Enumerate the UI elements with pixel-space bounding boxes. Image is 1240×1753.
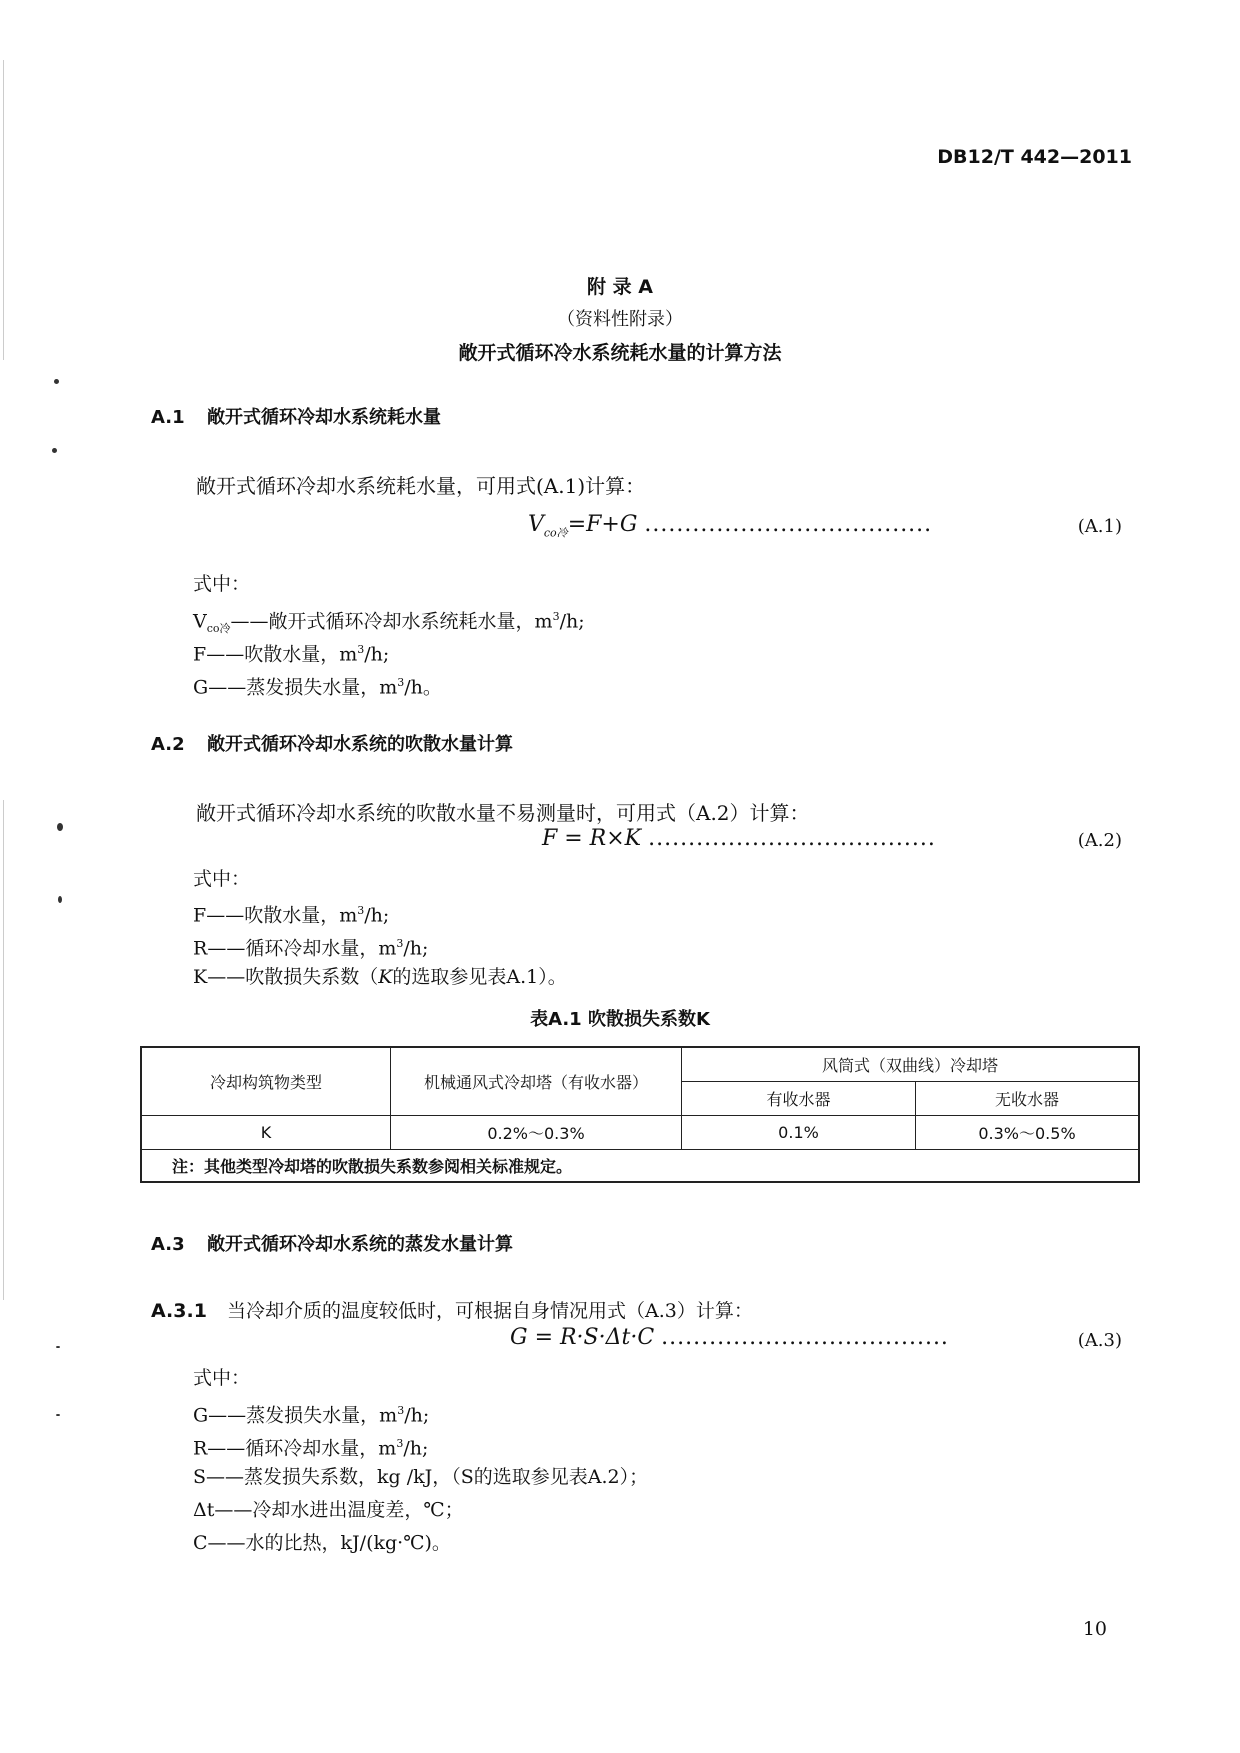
table-cell: K (141, 1115, 391, 1149)
appendix-type: （资料性附录） (557, 309, 683, 330)
equation-a3 (510, 1325, 949, 1350)
section-a1-heading (151, 403, 441, 429)
subsection-text: 当冷却介质的温度较低时，可根据自身情况用式（A.3）计算： (227, 1300, 753, 1322)
a2-definition: F——吹散水量，$m^3/h$; (193, 904, 390, 927)
appendix-title: 敞开式循环冷水系统耗水量的计算方法 (458, 342, 782, 364)
section-number: A.2 (151, 734, 185, 755)
equation-number-a3: (A.3) (1077, 1330, 1122, 1351)
table-note: 注：其他类型冷却塔的吹散损失系数参阅相关标准规定。 (141, 1149, 1139, 1182)
loss-coefficient-table (140, 1046, 1140, 1183)
a2-where-label: 式中： (193, 868, 251, 890)
section-number: A.3 (151, 1234, 185, 1255)
scan-speck (57, 823, 63, 831)
eq-leader-dots: .................................... (644, 512, 933, 537)
equation-a2 (542, 826, 936, 851)
eq-leader-dots: .................................... (648, 826, 936, 851)
header-cell: 无收水器 (916, 1081, 1140, 1115)
a3-where-label: 式中： (193, 1367, 251, 1389)
table-cell: 0.2%～0.3% (391, 1115, 682, 1149)
eq-subscript: co冷 (543, 526, 568, 540)
eq-body: G = R·S·Δt·C (510, 1325, 655, 1350)
a1-where-label: 式中： (193, 573, 251, 595)
equation-a1 (528, 512, 932, 540)
table-header-row (141, 1047, 1139, 1081)
section-title: 敞开式循环冷却水系统的吹散水量计算 (207, 734, 513, 755)
eq-leader-dots: .................................... (661, 1325, 949, 1350)
scan-speck (58, 896, 62, 903)
a3-definition: G——蒸发损失水量，$m^3/h$; (193, 1404, 430, 1427)
section-number: A.1 (151, 407, 185, 428)
table-row (141, 1115, 1139, 1149)
table-note-row (141, 1149, 1139, 1182)
section-a3-heading (151, 1230, 513, 1256)
a1-definition: $V_{co冷}——$敞开式循环冷却水系统耗水量，$m^3/h$; (193, 610, 585, 636)
page-number: 10 (1082, 1618, 1107, 1640)
a3-definition: Δt——冷却水进出温度差，℃； (193, 1499, 464, 1521)
equation-number-a1: (A.1) (1077, 516, 1122, 537)
a3-definition: S——蒸发损失系数，kg /kJ，（S的选取参见表A.2）； (193, 1466, 649, 1488)
a3-definition: R——循环冷却水量，$m^3/h$; (193, 1437, 429, 1460)
header-cell: 机械通风式冷却塔（有收水器） (391, 1047, 682, 1115)
section-title: 敞开式循环冷却水系统的蒸发水量计算 (207, 1234, 513, 1255)
table-cell: 0.3%～0.5% (916, 1115, 1140, 1149)
section-title: 敞开式循环冷却水系统耗水量 (207, 407, 441, 428)
header-cell: 冷却构筑物类型 (141, 1047, 391, 1115)
eq-lhs: V (528, 512, 544, 537)
a1-definition: G——蒸发损失水量，$m^3/h$。 (193, 676, 442, 699)
eq-rhs: =F+G (567, 512, 638, 537)
appendix-label: 附 录 A (587, 276, 653, 298)
a2-definition: R——循环冷却水量，$m^3/h$; (193, 937, 429, 960)
eq-body: F = R×K (542, 826, 642, 851)
table-cell: 0.1% (682, 1115, 916, 1149)
scan-edge (3, 800, 4, 1300)
scan-speck (52, 448, 57, 453)
subsection-a31 (151, 1296, 753, 1323)
scan-speck (56, 1414, 60, 1416)
table-title: 表A.1 吹散损失系数K (530, 1009, 710, 1030)
a2-intro: 敞开式循环冷却水系统的吹散水量不易测量时，可用式（A.2）计算： (196, 801, 810, 825)
a2-definition: K——吹散损失系数（K的选取参见表A.1）。 (193, 966, 567, 988)
subsection-number: A.3.1 (151, 1300, 207, 1322)
a1-intro: 敞开式循环冷却水系统耗水量，可用式(A.1)计算： (196, 474, 646, 498)
a3-definition: C——水的比热，kJ/(kg·℃)。 (193, 1532, 451, 1554)
section-a2-heading (151, 730, 513, 756)
scan-speck (54, 379, 59, 384)
equation-number-a2: (A.2) (1077, 830, 1122, 851)
header-cell: 风筒式（双曲线）冷却塔 (682, 1047, 1140, 1081)
a1-definition: F——吹散水量，$m^3/h$; (193, 643, 390, 666)
document-code: DB12/T 442—2011 (937, 146, 1132, 168)
scan-speck (56, 1346, 60, 1348)
header-cell: 有收水器 (682, 1081, 916, 1115)
